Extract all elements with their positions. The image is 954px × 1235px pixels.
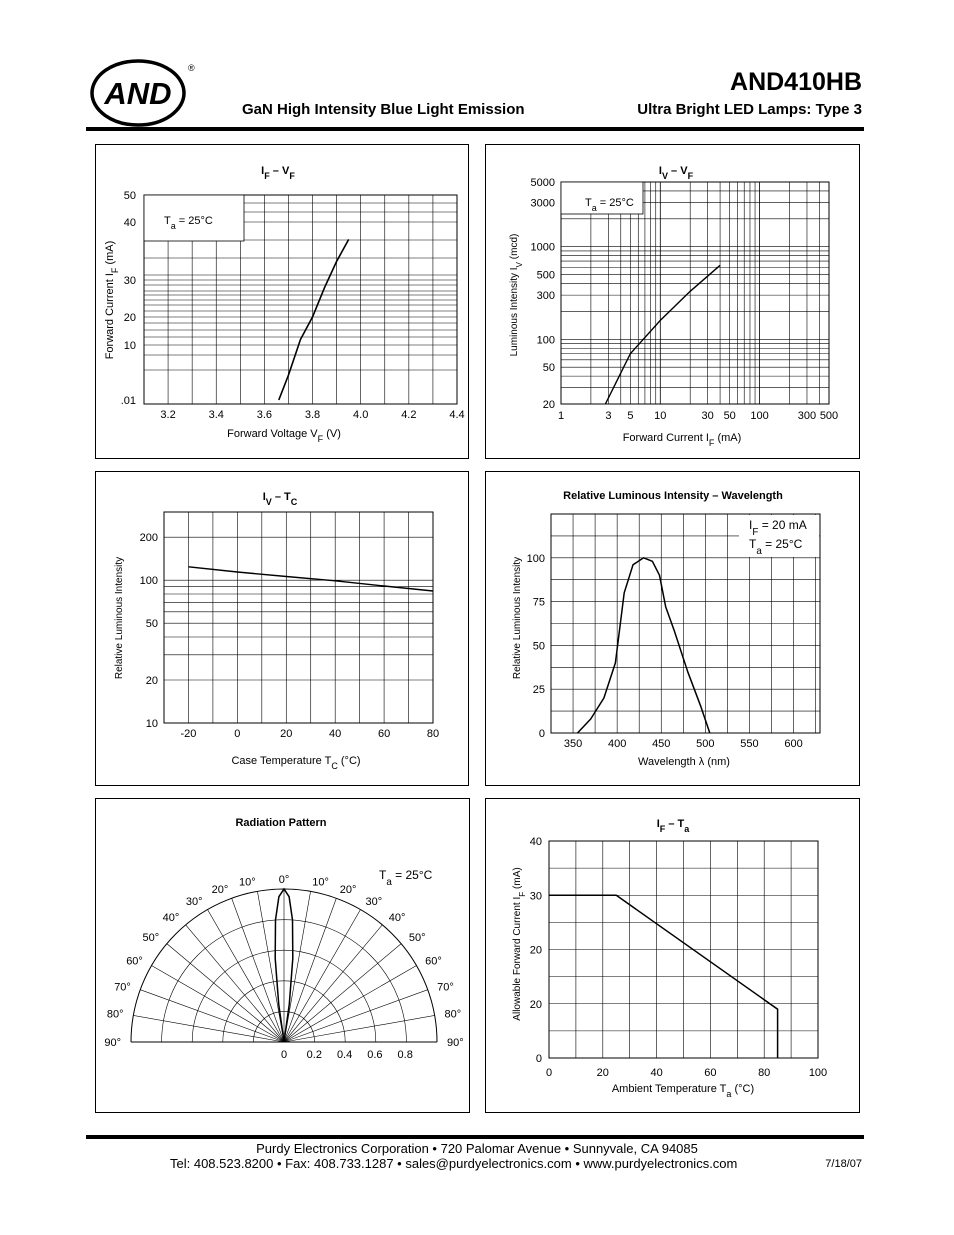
y-tick-label: 50 [145, 618, 158, 631]
angle-label: 10° [239, 876, 256, 889]
y-tick-label: 40 [529, 836, 542, 848]
x-axis-label: Forward Current $I_F$ (mA) [622, 432, 742, 448]
x-axis-label: Ambient Temperature $T_a$ (°C) [611, 1083, 755, 1099]
r-tick-label: 0.2 [306, 1049, 322, 1061]
x-tick-label: 20 [596, 1067, 609, 1079]
x-tick-label: 400 [607, 738, 627, 750]
y-tick-label: 100 [139, 575, 158, 588]
y-tick-label: 300 [536, 290, 555, 303]
x-tick-label: 4.0 [353, 409, 369, 421]
x-tick-label: 40 [650, 1067, 663, 1079]
y-tick-label: 30 [529, 890, 542, 903]
chart-title: $I_F - T_a$ [656, 818, 690, 834]
header-rule [86, 127, 864, 131]
annotation-ta: $T_a = 25^\circ C$ [379, 868, 433, 888]
y-tick-label: 0 [538, 728, 545, 740]
x-tick-label: 3 [605, 410, 612, 422]
panel-radiation-pattern [95, 798, 470, 1113]
x-tick-label: 20 [280, 728, 293, 740]
footer-address: Purdy Electronics Corporation • 720 Palomar Avenue • Sunnyvale, CA 94085 [256, 1141, 698, 1156]
plot-frame [561, 182, 829, 404]
y-tick-label: 200 [139, 532, 158, 545]
x-tick-label: 3.8 [304, 409, 321, 421]
y-tick-label: .01 [120, 395, 136, 407]
angle-label: 30° [365, 895, 383, 908]
x-tick-label: 60 [704, 1067, 717, 1079]
chart-title: Relative Luminous Intensity – Wavelength [563, 490, 783, 502]
r-tick-label: 0.4 [336, 1049, 353, 1061]
y-tick-label: 20 [123, 312, 136, 324]
y-tick-label: 1000 [530, 241, 555, 254]
y-tick-label: 3000 [530, 197, 555, 210]
annotation-if: $I_F = 20$ mA [749, 518, 807, 538]
product-series: Ultra Bright LED Lamps: Type 3 [637, 101, 862, 118]
chart-iv-tc [96, 472, 470, 787]
y-axis-label: Allowable Forward Current $I_F$ (mA) [512, 867, 527, 1021]
footer-contact: Tel: 408.523.8200 • Fax: 408.733.1287 • sales@purdyelectronics.com • www.purdyelectronics.com [170, 1156, 738, 1171]
x-tick-label: 30 [701, 410, 714, 422]
x-tick-label: 0 [545, 1067, 553, 1079]
annotation-ta: $T_a = 25^\circ C$ [749, 537, 803, 557]
x-tick-label: 100 [808, 1067, 828, 1079]
y-tick-label: 20 [145, 674, 158, 687]
x-tick-label: 60 [377, 728, 391, 740]
plot-frame [164, 512, 433, 723]
y-tick-label: 100 [536, 334, 555, 347]
annotation-ta: $T_a = 25^\circ C$ [585, 197, 634, 213]
registered-mark: ® [188, 63, 195, 73]
y-tick-label: 500 [536, 269, 555, 282]
r-tick-label: 0.6 [367, 1049, 383, 1061]
angle-label: 20° [211, 883, 229, 896]
footer-rule [86, 1135, 864, 1139]
series-line [605, 265, 720, 404]
x-tick-label: 450 [652, 738, 671, 750]
y-tick-label: 40 [123, 217, 136, 229]
panel-rel-lum-wavelength [485, 471, 860, 786]
y-tick-label: 30 [123, 275, 136, 287]
x-tick-label: 600 [784, 738, 803, 750]
x-tick-label: 80 [426, 728, 440, 740]
y-tick-label: 100 [526, 552, 545, 565]
y-axis-label: Luminous Intensity $I_V$ (mcd) [509, 233, 524, 357]
y-axis-label: Relative Luminous Intensity [512, 556, 523, 680]
x-tick-label: 4.4 [449, 409, 465, 421]
y-tick-label: 50 [542, 362, 555, 375]
chart-title: $I_F - V_F$ [261, 165, 295, 181]
angle-label: 80° [106, 1008, 124, 1021]
r-tick-label: 0.8 [397, 1049, 413, 1061]
x-tick-label: 350 [563, 738, 583, 750]
chart-title: $I_V - T_C$ [262, 491, 298, 507]
chart-iv-vf [486, 145, 861, 460]
panel-if-vf [95, 144, 469, 459]
y-tick-label: 75 [532, 596, 545, 609]
x-axis-label: Wavelength λ (nm) [638, 756, 730, 768]
y-tick-label: 10 [123, 340, 136, 352]
chart-title: Radiation Pattern [235, 817, 327, 829]
x-tick-label: 500 [819, 410, 839, 422]
x-tick-label: 50 [723, 410, 736, 422]
angle-label: 10° [312, 876, 329, 889]
x-tick-label: 4.2 [401, 409, 417, 421]
r-tick-label: 0 [280, 1049, 288, 1061]
angle-label: 40° [162, 912, 180, 925]
angle-label: 50° [408, 932, 426, 945]
x-tick-label: 100 [750, 410, 769, 422]
chart-radiation-pattern [96, 799, 471, 1114]
chart-title: $I_V - V_F$ [658, 165, 694, 181]
x-tick-label: -20 [180, 728, 197, 740]
x-tick-label: 5 [627, 410, 634, 422]
y-tick-label: 20 [529, 998, 542, 1011]
angle-label: 30° [185, 895, 203, 908]
x-tick-label: 3.2 [160, 409, 176, 421]
y-axis-label: Relative Luminous Intensity [114, 556, 125, 680]
series-line [279, 239, 349, 400]
y-tick-label: 10 [145, 718, 158, 730]
y-tick-label: 20 [529, 944, 542, 957]
footer-date: 7/18/07 [825, 1158, 862, 1170]
x-tick-label: 1 [557, 410, 565, 422]
panel-iv-tc [95, 471, 469, 786]
y-tick-label: 50 [123, 190, 136, 202]
x-tick-label: 3.4 [208, 409, 224, 421]
angle-label: 70° [114, 981, 131, 994]
panel-iv-vf [485, 144, 860, 459]
x-tick-label: 300 [797, 410, 817, 422]
angle-label: 80° [444, 1008, 462, 1021]
x-tick-label: 3.6 [256, 409, 273, 421]
chart-rel-lum-wavelength [486, 472, 861, 787]
product-code: AND410HB [730, 68, 862, 96]
angle-label: 20° [339, 883, 357, 896]
angle-label: 70° [437, 981, 454, 994]
angle-label: 0° [278, 874, 290, 886]
angle-label: 60° [425, 955, 442, 968]
product-subtitle: GaN High Intensity Blue Light Emission [242, 101, 525, 118]
x-axis-label: Case Temperature $T_C$ (°C) [231, 755, 361, 771]
angle-label: 40° [388, 912, 406, 925]
x-tick-label: 10 [654, 410, 667, 422]
x-tick-label: 40 [329, 728, 342, 740]
angle-label: 90° [104, 1037, 121, 1049]
logo-text: AND [104, 76, 172, 111]
x-tick-label: 0 [234, 728, 241, 740]
y-tick-label: 25 [532, 684, 545, 697]
y-tick-label: 0 [535, 1053, 542, 1065]
angle-label: 50° [142, 932, 160, 945]
x-axis-label: Forward Voltage $V_F$ (V) [227, 428, 341, 444]
annotation-ta: $T_a = 25^\circ C$ [164, 215, 213, 231]
angle-label: 90° [447, 1037, 464, 1049]
chart-if-ta [486, 799, 861, 1114]
y-tick-label: 50 [532, 640, 545, 653]
y-tick-label: 5000 [530, 177, 555, 189]
and-logo [90, 57, 202, 127]
y-axis-label: Forward Current $I_F$ (mA) [104, 240, 120, 360]
x-tick-label: 500 [696, 738, 715, 750]
panel-if-ta [485, 798, 860, 1113]
x-tick-label: 550 [740, 738, 759, 750]
y-tick-label: 20 [542, 399, 555, 411]
x-tick-label: 80 [758, 1067, 771, 1079]
chart-if-vf [96, 145, 470, 460]
angle-label: 60° [126, 955, 143, 968]
